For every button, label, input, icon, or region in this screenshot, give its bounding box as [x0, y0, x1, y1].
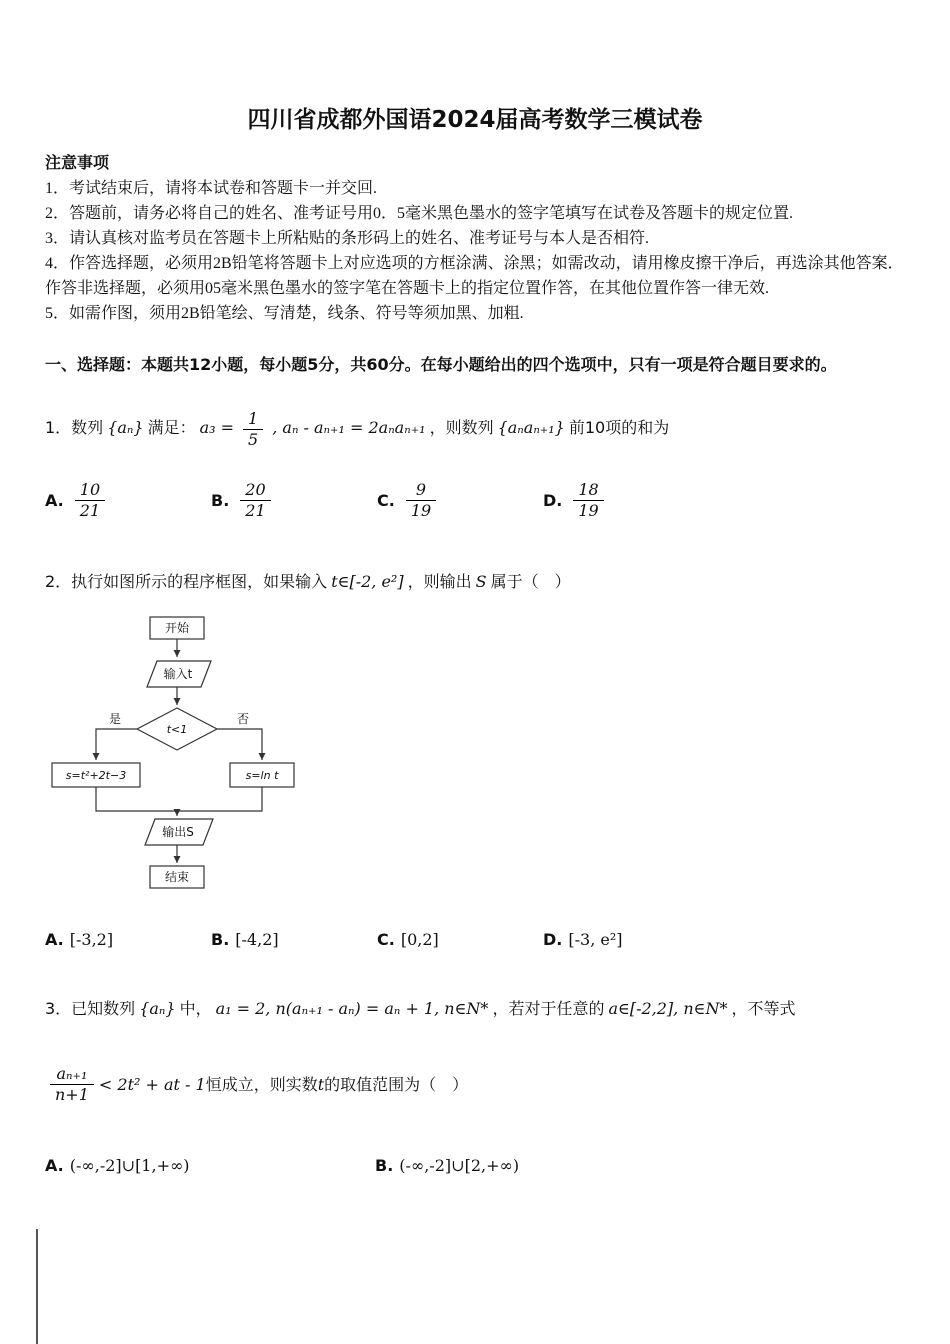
option-label: D.	[543, 491, 563, 510]
q3-variable: t	[317, 1075, 325, 1094]
q1-text-4: 前10项的和为	[568, 418, 670, 438]
q3-option-b	[375, 1153, 705, 1178]
flowchart-end-label: 结束	[164, 870, 190, 884]
fraction-numerator: aₙ₊₁	[50, 1064, 94, 1085]
q2-option-d	[543, 927, 709, 952]
option-value: (-∞,-2]∪[2,+∞)	[399, 1156, 520, 1175]
fraction-numerator: 18	[573, 480, 603, 501]
q2-text-2: ，则输出	[407, 572, 472, 591]
fraction-numerator: 20	[240, 480, 270, 501]
option-fraction	[573, 480, 603, 521]
option-label: B.	[211, 930, 230, 949]
q1-eq-recurrence: , aₙ - aₙ₊₁ = 2aₙaₙ₊₁	[272, 418, 426, 438]
q1-eq-a3: a₃ =	[199, 418, 235, 438]
flowchart	[47, 613, 905, 905]
notes-section	[45, 151, 905, 326]
fraction-denominator: 21	[245, 501, 266, 520]
flowchart-branch-left-label: s=t²+2t−3	[65, 769, 127, 782]
fraction-denominator: 21	[79, 501, 101, 520]
option-value: [-4,2]	[235, 930, 279, 949]
fraction-denominator: 19	[578, 501, 599, 520]
option-label: A.	[45, 930, 64, 949]
q2-options	[45, 927, 905, 952]
option-label: B.	[211, 491, 230, 510]
flowchart-start-label: 开始	[164, 621, 190, 635]
flowchart-svg	[47, 613, 347, 897]
fraction-numerator: 9	[406, 480, 436, 501]
q1-option-c	[377, 480, 543, 521]
q3-domain: a∈[-2,2], n∈N*	[608, 999, 728, 1018]
q3-fraction	[50, 1064, 94, 1105]
q2-option-a	[45, 927, 211, 952]
question-2	[45, 569, 905, 595]
flowchart-no-label: 否	[236, 712, 250, 726]
q1-sequence-2: {aₙaₙ₊₁}	[497, 418, 565, 438]
note-item-2: 2．答题前，请务必将自己的姓名、准考证号用0．5毫米黑色墨水的签字笔填写在试卷及答题卡的规定位置.	[45, 205, 794, 222]
q3-recurrence: a₁ = 2, n(aₙ₊₁ - aₙ) = aₙ + 1, n∈N*	[215, 999, 489, 1018]
notes-heading: 注意事项	[45, 155, 110, 172]
question-3	[45, 996, 905, 1022]
fraction-denominator: 5	[248, 430, 259, 449]
option-value: [-3,2]	[69, 930, 114, 949]
q1-option-d	[543, 480, 709, 521]
note-item-5: 5．如需作图，须用2B铅笔绘、写清楚，线条、符号等须加黑、加粗.	[45, 305, 524, 322]
option-fraction	[75, 480, 105, 521]
section-choice-heading: 一、选择题：本题共12小题，每小题5分，共60分。在每小题给出的四个选项中，只有一项是符合题目要求的。	[45, 355, 837, 374]
q3-text-4: ，不等式	[731, 999, 796, 1018]
q3-text-3: ，若对于任意的	[492, 999, 605, 1018]
flowchart-input-label: 输入t	[163, 667, 193, 681]
note-item-4: 4．作答选择题，必须用2B铅笔将答题卡上对应选项的方框涂满、涂黑；如需改动，请用橡皮擦干净后，再选涂其他答案．作答非选择题，必须用05毫米黑色墨水的签字笔在答题卡上的指定位置作答，在其他位置作答一律无效.	[45, 255, 904, 297]
q2-input-domain: t∈[-2, e²]	[331, 572, 404, 591]
flowchart-yes-label: 是	[108, 712, 122, 726]
q3-sequence: {aₙ}	[139, 999, 176, 1018]
q3-text-6: 的取值范围为（ ）	[324, 1075, 469, 1094]
q3-options	[45, 1153, 905, 1178]
q1-option-a	[45, 480, 211, 521]
option-fraction	[240, 480, 270, 521]
flowchart-condition-label: t<1	[166, 723, 188, 736]
q2-text-3: 属于（ ）	[490, 572, 571, 591]
flowchart-branch-right-label: s=ln t	[245, 769, 279, 782]
option-value: [-3, e²]	[568, 930, 623, 949]
page-title: 四川省成都外国语2024届高考数学三模试卷	[247, 107, 703, 133]
q1-text-2: 满足：	[147, 418, 196, 438]
fraction-numerator: 10	[75, 480, 105, 501]
option-label: B.	[375, 1156, 394, 1175]
q1-fraction	[243, 409, 263, 450]
option-label: C.	[377, 491, 395, 510]
question-1	[45, 409, 905, 450]
option-label: D.	[543, 930, 563, 949]
q1-text-1: 1．数列	[45, 418, 104, 438]
q1-text-3: ，则数列	[429, 418, 494, 438]
q2-option-c	[377, 927, 543, 952]
note-item-3: 3．请认真核对监考员在答题卡上所粘贴的条形码上的姓名、准考证号与本人是否相符.	[45, 230, 650, 247]
fraction-denominator: 19	[410, 501, 432, 520]
fraction-denominator: n+1	[55, 1085, 89, 1104]
option-value: [0,2]	[400, 930, 439, 949]
q3-option-a	[45, 1153, 375, 1178]
option-fraction	[406, 480, 436, 521]
q3-inequality-line	[45, 1064, 905, 1105]
option-label: A.	[45, 1156, 64, 1175]
option-label: C.	[377, 930, 395, 949]
fraction-numerator: 1	[243, 409, 263, 430]
q1-options	[45, 480, 905, 521]
q1-sequence: {aₙ}	[107, 418, 144, 438]
flowchart-output-label: 输出S	[162, 825, 194, 839]
q2-output-var: S	[475, 572, 487, 591]
q2-text-1: 2．执行如图所示的程序框图，如果输入	[45, 572, 328, 591]
q1-option-b	[211, 480, 377, 521]
option-value: (-∞,-2]∪[1,+∞)	[69, 1156, 190, 1175]
option-label: A.	[45, 491, 64, 510]
scan-edge-artifact	[36, 1229, 38, 1344]
q3-text-5: 恒成立，则实数	[205, 1075, 318, 1094]
q3-text-1: 3．已知数列	[45, 999, 136, 1018]
note-item-1: 1．考试结束后，请将本试卷和答题卡一并交回.	[45, 180, 378, 197]
q3-text-2: 中，	[179, 999, 212, 1018]
q2-option-b	[211, 927, 377, 952]
q3-inequality: < 2t² + at - 1	[98, 1075, 206, 1094]
